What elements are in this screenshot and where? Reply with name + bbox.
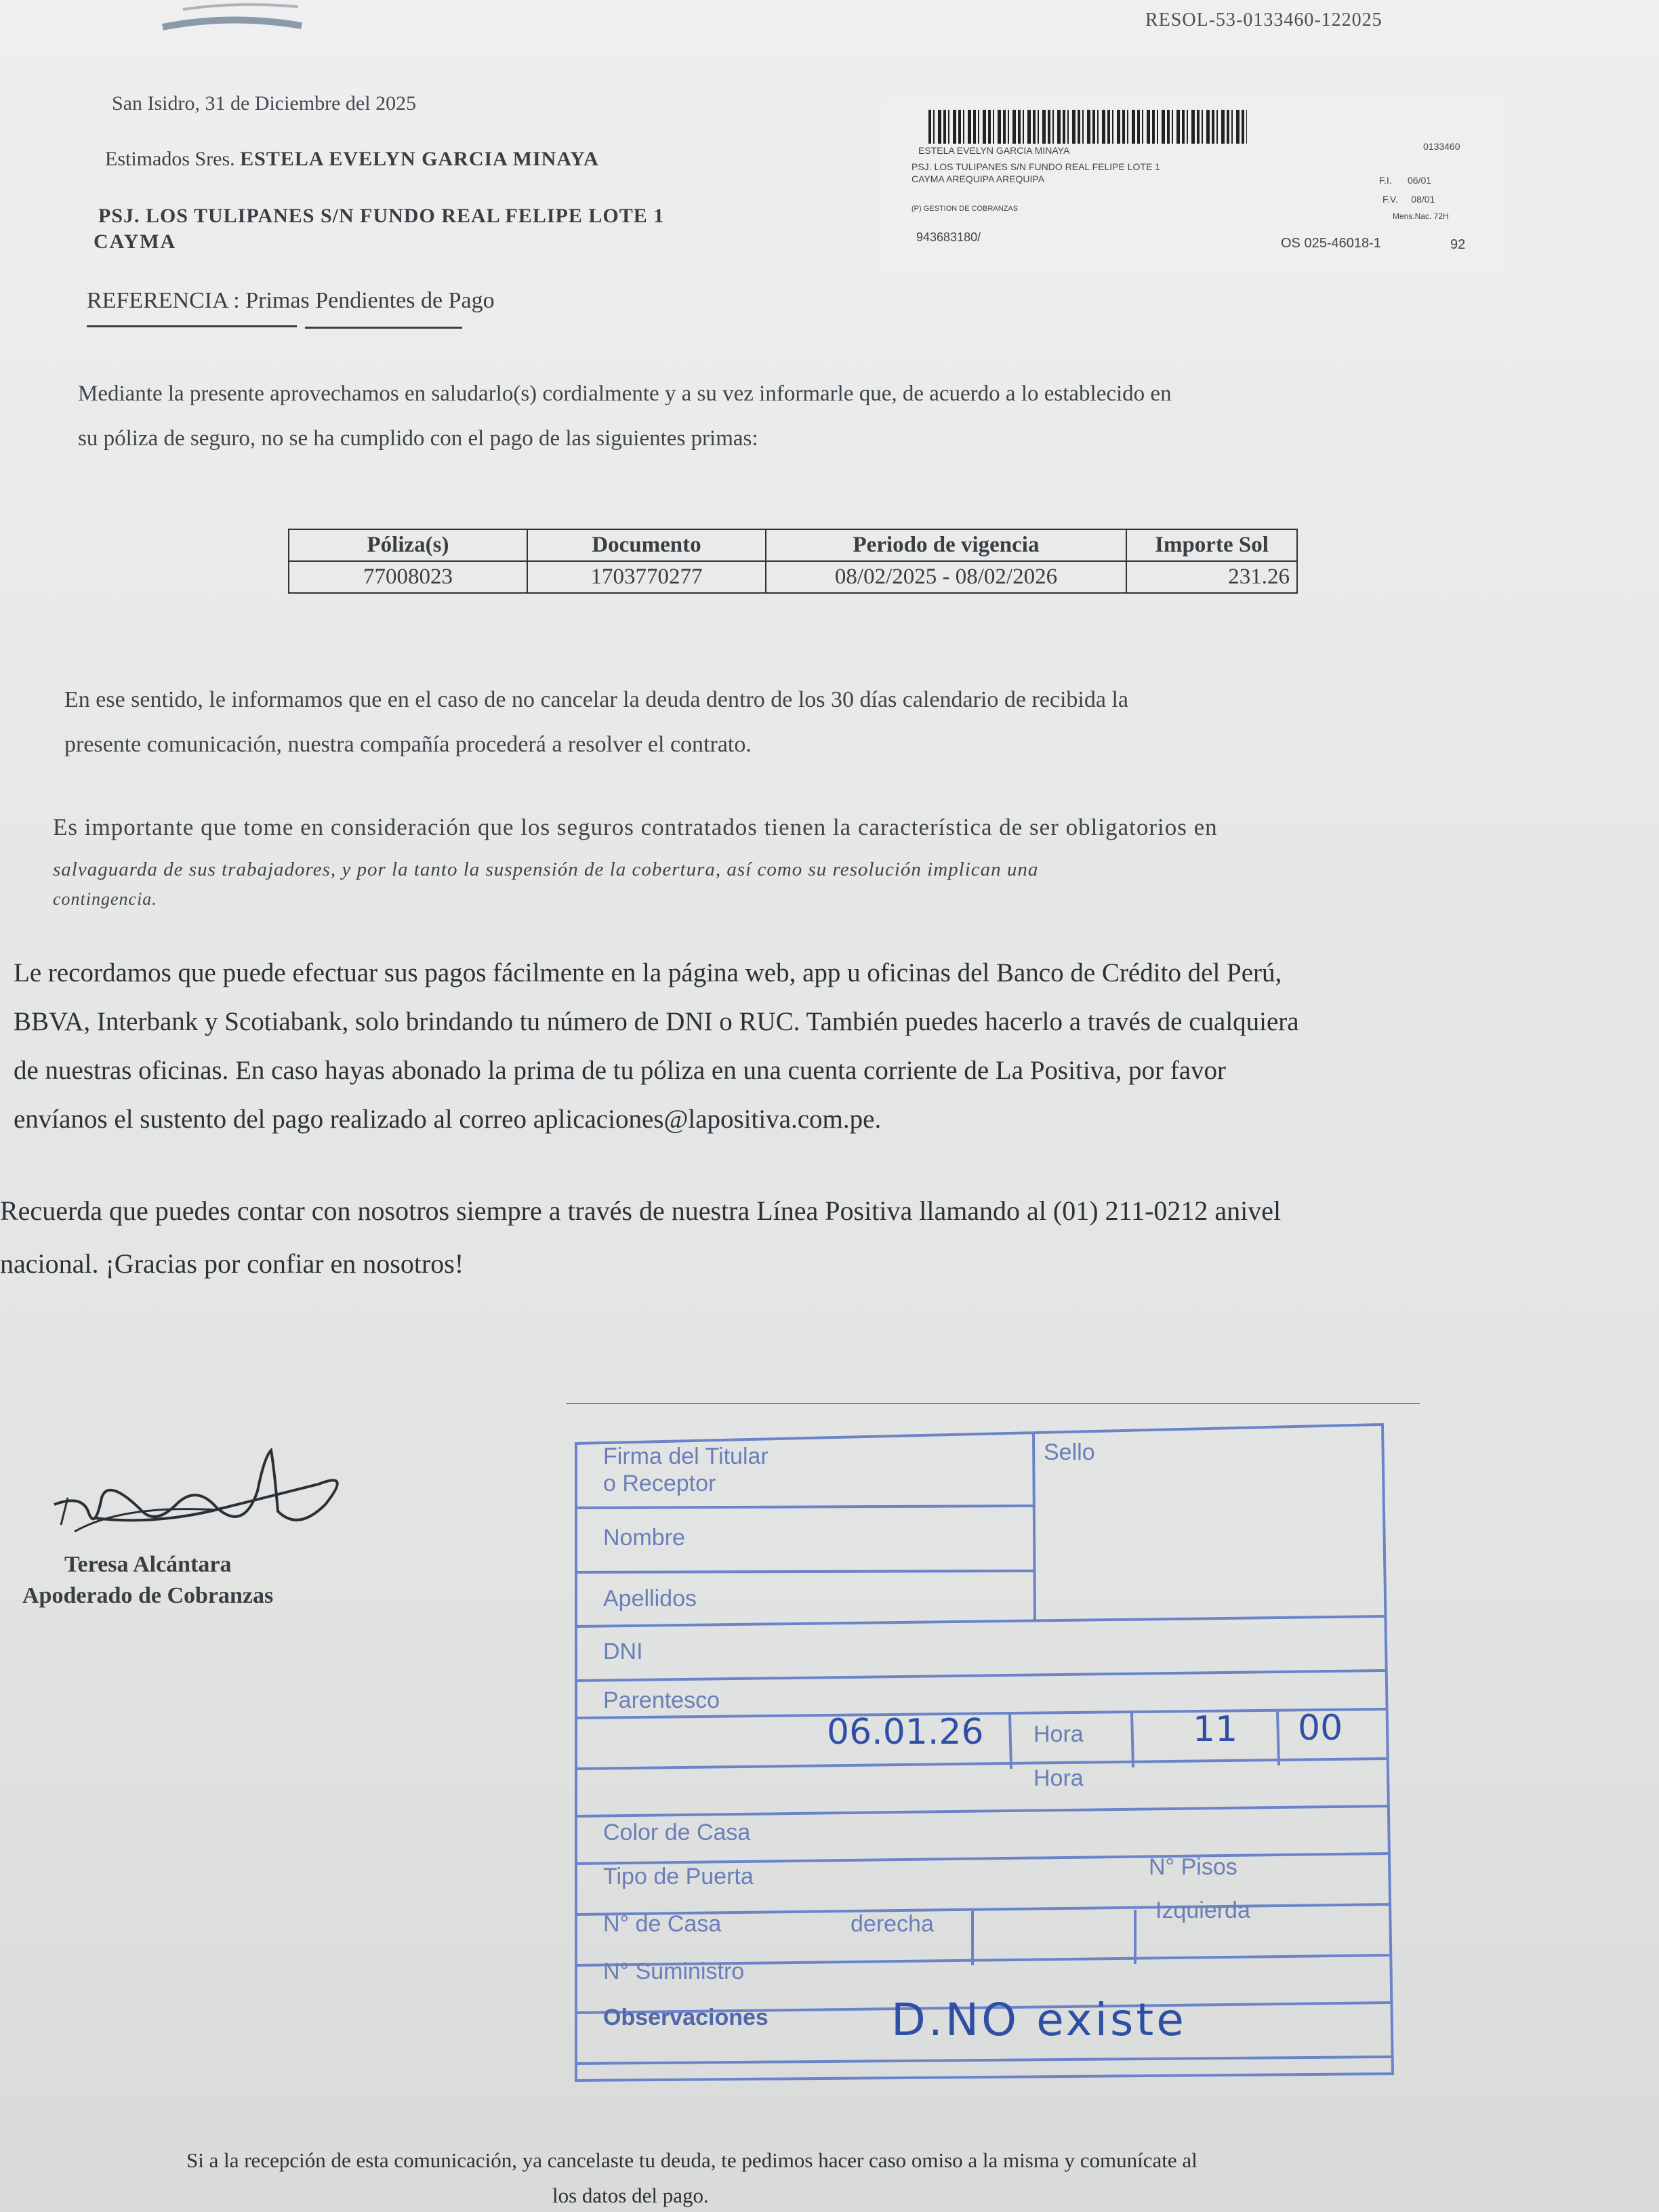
paragraph-notice [64,678,1128,767]
handwritten-observation: D.NO existe [891,1994,1187,2046]
text-line: envíanos el sustento del pago realizado al correo aplicaciones@lapositiva.com.pe. [14,1105,882,1134]
label-code: 0133460 [1423,141,1460,152]
stamp-parentesco-label: Parentesco [603,1687,720,1713]
reference-underline [305,327,462,329]
table-row [289,561,1297,593]
signer-role: Apoderado de Cobranzas [22,1583,274,1608]
stamp-nombre-label: Nombre [603,1525,685,1551]
stamp-hora1-label: Hora [1033,1721,1084,1747]
signer-name: Teresa Alcántara [64,1552,232,1577]
table-header-row [289,529,1297,561]
address-line-1: PSJ. LOS TULIPANES S/N FUNDO REAL FELIPE LOTE 1 [98,205,665,227]
stamp-receptor-label: o Receptor [603,1471,716,1496]
paragraph-payments [14,949,1299,1144]
label-name: ESTELA EVELYN GARCIA MINAYA [918,145,1070,156]
reference-label: REFERENCIA : [87,288,240,313]
handwritten-minute: 00 [1298,1708,1343,1748]
reference-underline [87,325,297,327]
label-mens: Mens.Nac. 72H [1393,211,1449,221]
text-line: Mediante la presente aprovechamos en saludarlo(s) cordialmente y a su vez informarle que, de acuerdo a lo establecido en [78,382,1172,406]
label-fi: F.I. 06/01 [1379,175,1432,186]
text-line: presente comunicación, nuestra compañía procederá a resolver el contrato. [64,732,752,757]
stamp-hora2-label: Hora [1033,1765,1084,1791]
text-line: BBVA, Interbank y Scotiabank, solo brindando tu número de DNI o RUC. También puedes hacerlo a través de cualquiera [14,1007,1299,1036]
stamp-observaciones-label: Observaciones [603,2005,769,2030]
label-city: CAYMA AREQUIPA AREQUIPA [912,173,1045,184]
address-line-2: CAYMA [94,230,177,253]
text-line: Recuerda que puedes contar con nosotros siempre a través de nuestra Línea Positiva llamando al (01) 211-0212 anivel [0,1195,1282,1226]
column-header: Documento [527,529,766,561]
label-phone: 943683180/ [916,230,981,244]
footer-note-continued: los datos del pago. [552,2184,709,2207]
stamp-dni-label: DNI [603,1639,643,1664]
handwritten-date: 06.01.26 [827,1712,984,1753]
paragraph-contact [0,1185,1281,1290]
text-line: su póliza de seguro, no se ha cumplido con el pago de las siguientes primas: [78,426,758,451]
text-line: salvaguarda de sus trabajadores, y por la tanto la suspensión de la cobertura, así como su resolución implican una [53,859,1039,880]
column-header: Importe Sol [1126,529,1297,561]
table-cell: 77008023 [289,561,527,593]
handwritten-hour: 11 [1193,1709,1238,1750]
stamp-firma-label: Firma del Titular [603,1443,769,1469]
reference [87,288,495,314]
premiums-table [288,529,1298,594]
handwritten-signature [41,1430,359,1559]
stamp-izquierda-label: Izquierda [1155,1898,1250,1923]
text-line: Es importante que tome en consideración que los seguros contratados tienen la característica de ser obligatorios en [53,814,1218,840]
column-header: Póliza(s) [289,529,527,561]
stamp-n-casa-label: N° de Casa [603,1911,722,1937]
label-address: PSJ. LOS TULIPANES S/N FUNDO REAL FELIPE LOTE 1 [912,161,1160,172]
text-line: nacional. ¡Gracias por confiar en nosotros! [0,1248,464,1279]
stamp-derecha-label: derecha [851,1911,934,1937]
stamp-suministro-label: N° Suministro [603,1959,745,1984]
footer-note: Si a la recepción de esta comunicación, ya cancelaste tu deuda, te pedimos hacer caso omiso a la misma y comunícate al [186,2148,1197,2172]
stamp-apellidos-label: Apellidos [603,1586,697,1612]
stamp-sello-label: Sello [1044,1439,1095,1465]
label-fv: F.V. 08/01 [1382,194,1435,205]
stamp-color-casa-label: Color de Casa [603,1820,751,1845]
paragraph-important [53,805,1218,909]
company-logo [156,0,305,35]
text-line: En ese sentido, le informamos que en el caso de no cancelar la deuda dentro de los 30 días calendario de recibida la [64,687,1128,712]
column-header: Periodo de vigencia [766,529,1126,561]
table-cell: 231.26 [1126,561,1297,593]
text-line: de nuestras oficinas. En caso hayas abonado la prima de tu póliza en una cuenta corriente de La Positiva, por favor [14,1056,1227,1085]
table-cell: 1703770277 [527,561,766,593]
greeting [105,148,599,171]
resolution-code: RESOL-53-0133460-122025 [1145,9,1382,30]
date-line: San Isidro, 31 de Diciembre del 2025 [112,92,417,115]
table-cell: 08/02/2025 - 08/02/2026 [766,561,1126,593]
delivery-stamp [566,1403,1420,2087]
stamp-tipo-puerta-label: Tipo de Puerta [603,1864,754,1889]
text-line: contingencia. [53,889,157,909]
label-route: OS 025-46018-1 [1281,236,1381,251]
label-tag: (P) GESTION DE COBRANZAS [912,205,1019,213]
barcode [928,110,1247,144]
reference-text: Primas Pendientes de Pago [245,288,495,313]
greeting-prefix: Estimados Sres. [105,148,235,170]
stamp-n-pisos-label: N° Pisos [1149,1854,1237,1880]
paragraph-intro [78,371,1172,461]
recipient-name: ESTELA EVELYN GARCIA MINAYA [240,148,599,170]
text-line: Le recordamos que puede efectuar sus pagos fácilmente en la página web, app u oficinas del Banco de Crédito del Perú, [14,958,1282,987]
label-route-num: 92 [1450,237,1466,252]
